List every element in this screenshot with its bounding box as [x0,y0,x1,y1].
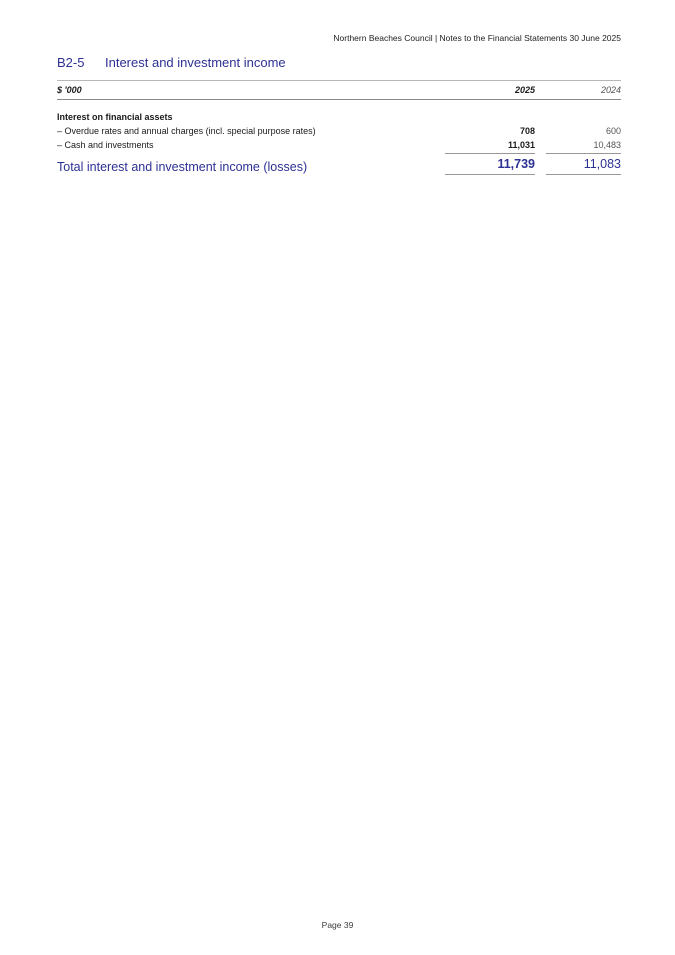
row-value-2024: 600 [605,126,621,136]
total-row [57,156,621,175]
row-value-2025: 708 [519,126,535,136]
row-value-2025: 11,031 [445,138,535,154]
column-header-2025: 2025 [514,85,535,95]
total-label: Total interest and investment income (losses) [57,160,308,174]
page-content [57,0,621,175]
table-row [57,124,621,138]
group-header-row: Interest on financial assets [57,112,173,122]
financial-table [57,80,621,175]
row-label: – Overdue rates and annual charges (incl. special purpose rates) [57,126,316,136]
row-value-2024: 10,483 [546,138,621,154]
row-label: – Cash and investments [57,140,154,150]
unit-header: $ '000 [57,85,82,95]
column-header-2024: 2024 [600,85,621,95]
running-header: Northern Beaches Council | Notes to the Financial Statements 30 June 2025 [333,33,621,43]
section-number: B2-5 [57,55,85,70]
table-row [57,138,621,154]
page-number: Page 39 [321,920,354,930]
table-header-rule [57,99,621,100]
section-heading [57,55,621,70]
section-title-text: Interest and investment income [105,55,286,70]
total-value-2024: 11,083 [546,156,621,175]
total-value-2025: 11,739 [445,156,535,175]
table-header-row [57,81,621,99]
